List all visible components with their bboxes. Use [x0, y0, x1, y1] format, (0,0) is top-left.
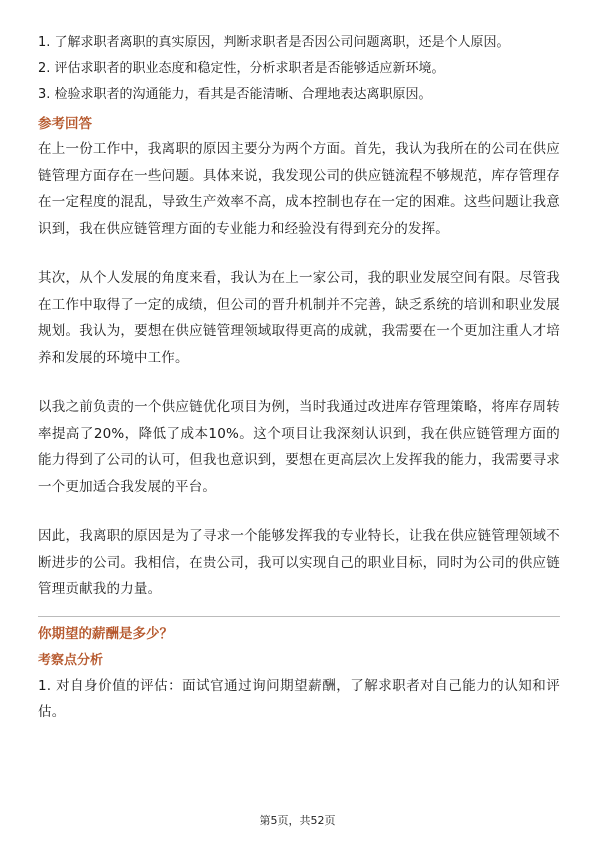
answer-paragraph: 在上一份工作中，我离职的原因主要分为两个方面。首先，我认为我所在的公司在供应链管理方面存在一些问题。具体来说，我发现公司的供应链流程不够规范，库存管理存在一定程度的混乱，导致生产效率不高，成本控制也存在一定的困难。这些问题让我意识到，我在供应链管理方面的专业能力和经验没有得到充分的发挥。 — [38, 141, 560, 237]
intro-list-item: 1. 了解求职者离职的真实原因，判断求职者是否因公司问题离职，还是个人原因。 — [38, 35, 510, 50]
analysis-heading: 考察点分析 — [38, 652, 104, 668]
section-divider — [38, 616, 560, 617]
answer-paragraph: 以我之前负责的一个供应链优化项目为例，当时我通过改进库存管理策略，将库存周转率提高了20%，降低了成本10%。这个项目让我深刻认识到，我在供应链管理方面的能力得到了公司的认可，但我也意识到，要想在更高层次上发挥我的能力，我需要寻求一个更加适合我发展的平台。 — [38, 399, 560, 495]
intro-list-item: 2. 评估求职者的职业态度和稳定性，分析求职者是否能够适应新环境。 — [38, 61, 445, 76]
answer-paragraph: 因此，我离职的原因是为了寻求一个能够发挥我的专业特长，让我在供应链管理领域不断进步的公司。我相信，在贵公司，我可以实现自己的职业目标，同时为公司的供应链管理贡献我的力量。 — [38, 528, 560, 597]
page-content — [38, 30, 560, 726]
question-heading: 你期望的薪酬是多少？ — [38, 625, 173, 642]
page-footer: 第5页，共52页 — [259, 814, 336, 827]
answer-paragraph: 其次，从个人发展的角度来看，我认为在上一家公司，我的职业发展空间有限。尽管我在工作中取得了一定的成绩，但公司的晋升机制并不完善，缺乏系统的培训和职业发展规划。我认为，要想在供应链管理领域取得更高的成就，我需要在一个更加注重人才培养和发展的环境中工作。 — [38, 270, 560, 366]
analysis-item: 1. 对自身价值的评估：面试官通过询问期望薪酬，了解求职者对自己能力的认知和评估。 — [38, 677, 560, 720]
reference-answer-heading: 参考回答 — [38, 116, 92, 132]
intro-list-item: 3. 检验求职者的沟通能力，看其是否能清晰、合理地表达离职原因。 — [38, 87, 432, 102]
